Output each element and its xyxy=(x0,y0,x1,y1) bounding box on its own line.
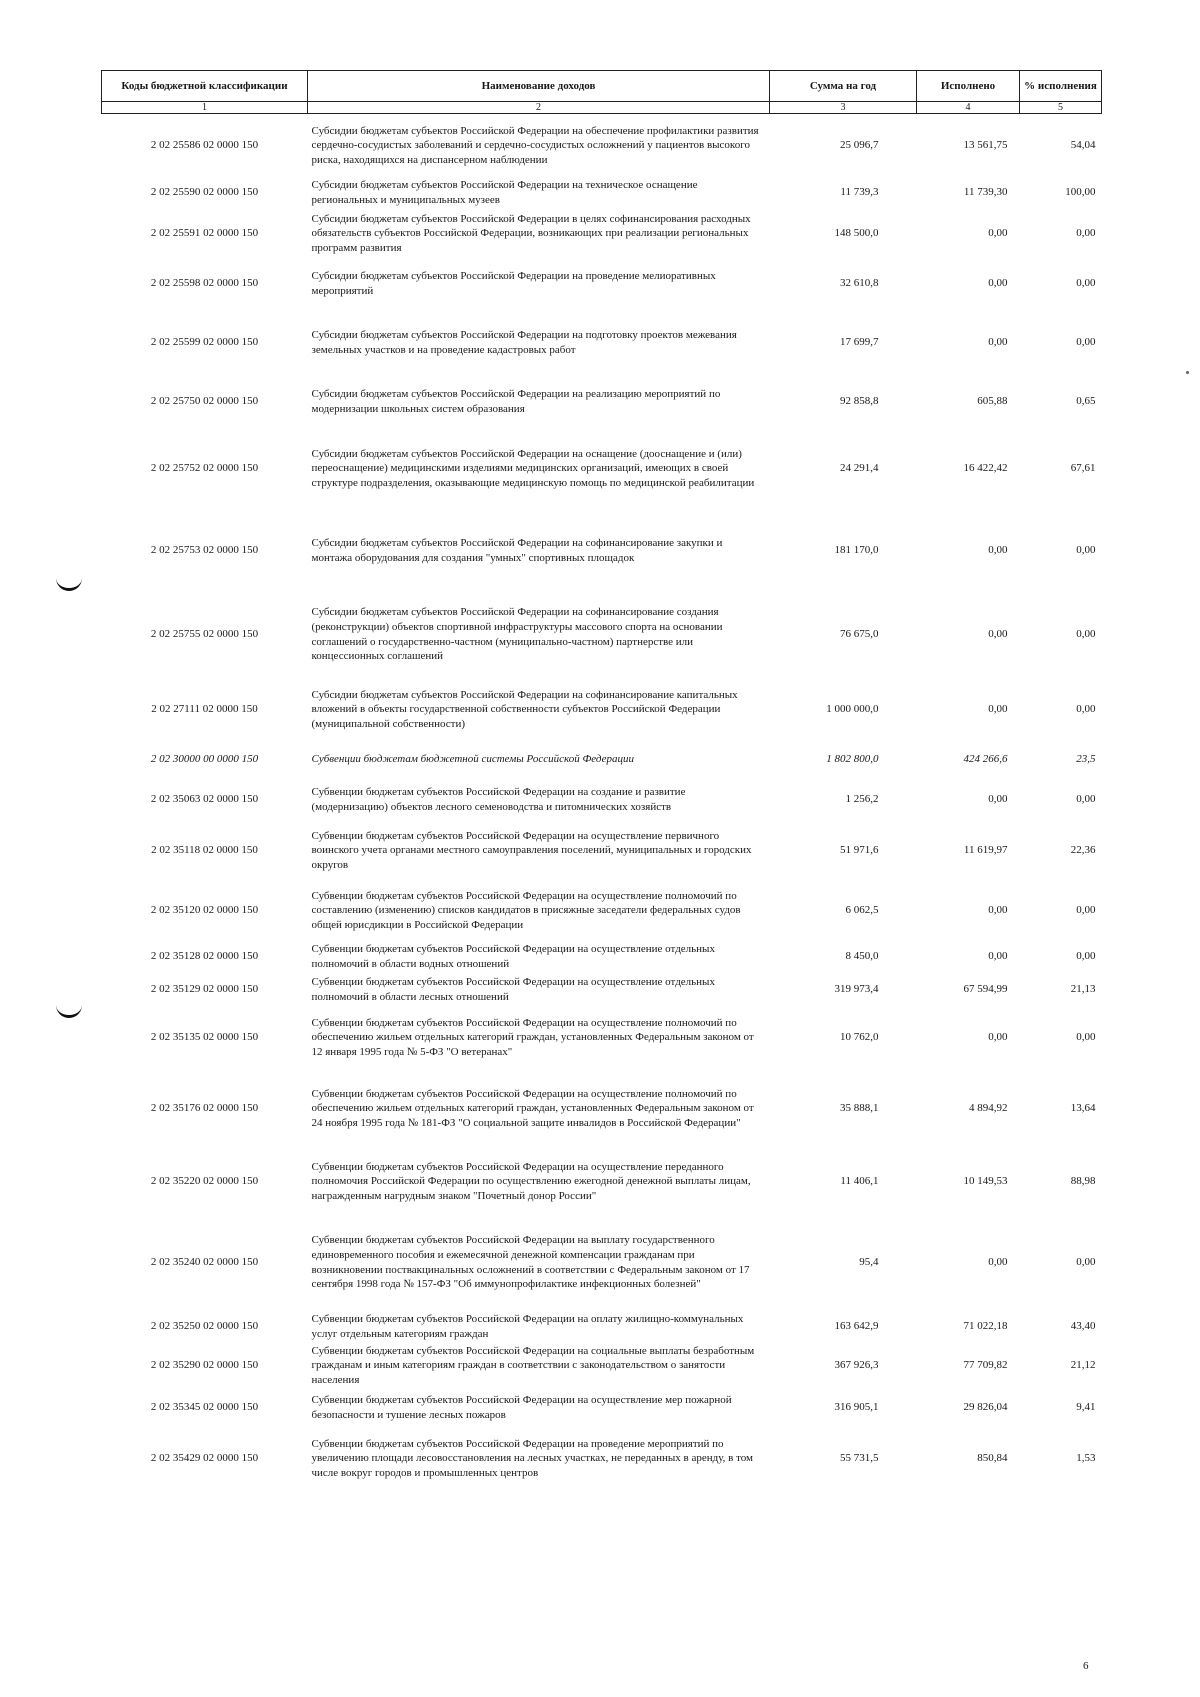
annual-amount-cell: 92 858,8 xyxy=(840,395,879,408)
execution-percent-cell: 0,00 xyxy=(1076,544,1096,557)
budget-code-cell: 2 02 35345 02 0000 150 xyxy=(150,1401,259,1414)
execution-percent-cell: 22,36 xyxy=(1070,844,1096,857)
annual-amount-cell: 17 699,7 xyxy=(840,336,879,349)
table-row xyxy=(102,512,1102,590)
revenue-name-cell: Субсидии бюджетам субъектов Российской Федерации на реализацию мероприятий по модернизации школьных систем образования xyxy=(311,387,721,415)
execution-percent-cell: 0,65 xyxy=(1076,395,1096,408)
executed-amount-cell: 11 739,30 xyxy=(963,186,1008,199)
table-row xyxy=(102,378,1102,426)
column-number-1: 1 xyxy=(102,102,308,114)
table-row xyxy=(102,308,1102,378)
budget-code-cell: 2 02 35220 02 0000 150 xyxy=(150,1175,259,1188)
execution-percent-cell: 1,53 xyxy=(1076,1452,1096,1465)
execution-percent-cell: 21,12 xyxy=(1070,1359,1096,1372)
executed-amount-cell: 605,88 xyxy=(977,395,1008,408)
budget-code-cell: 2 02 27111 02 0000 150 xyxy=(151,703,258,716)
table-row xyxy=(102,1070,1102,1148)
revenue-name-cell: Субвенции бюджетам субъектов Российской Федерации на проведение мероприятий по увеличению площади лесовосстановления на лесных участках, не переданных в аренду, в том числе вокруг городов и промышленных центров xyxy=(311,1437,754,1479)
revenue-name-cell: Субвенции бюджетам субъектов Российской Федерации на осуществление отдельных полномочий в области лесных отношений xyxy=(311,975,715,1003)
executed-amount-cell: 4 894,92 xyxy=(969,1102,1008,1115)
table-header xyxy=(102,71,1102,114)
executed-amount-cell: 0,00 xyxy=(988,336,1008,349)
table-row xyxy=(102,780,1102,820)
budget-code-cell: 2 02 25591 02 0000 150 xyxy=(150,227,259,240)
annual-amount-cell: 1 256,2 xyxy=(845,793,879,806)
table-row xyxy=(102,114,1102,178)
table-row xyxy=(102,208,1102,260)
annual-amount-cell: 6 062,5 xyxy=(845,904,879,917)
execution-percent-cell: 0,00 xyxy=(1076,336,1096,349)
table-row xyxy=(102,1344,1102,1388)
annual-amount-cell: 1 000 000,0 xyxy=(826,703,879,716)
executed-amount-cell: 10 149,53 xyxy=(963,1175,1008,1188)
revenue-name-cell: Субсидии бюджетам субъектов Российской Федерации на софинансирование закупки и монтажа оборудования для создания "умных" спортивных площадок xyxy=(311,536,723,564)
annual-amount-cell: 24 291,4 xyxy=(840,462,879,475)
table-row xyxy=(102,680,1102,740)
annual-amount-cell: 55 731,5 xyxy=(840,1452,879,1465)
annual-amount-cell: 35 888,1 xyxy=(840,1102,879,1115)
revenue-name-cell: Субвенции бюджетам субъектов Российской Федерации на создание и развитие (модернизацию) объектов лесного семеноводства и питомнических хозяйств xyxy=(311,785,686,813)
revenue-name-cell: Субвенции бюджетам субъектов Российской Федерации на осуществление переданного полномочия Российской Федерации по осуществлению ежегодной денежной выплаты лицам, награжденным нагрудным знаком "Почетный донор России" xyxy=(311,1160,751,1202)
page-number: 6 xyxy=(1083,1660,1089,1672)
executed-amount-cell: 13 561,75 xyxy=(963,139,1008,152)
annual-amount-cell: 319 973,4 xyxy=(834,983,879,996)
execution-percent-cell: 54,04 xyxy=(1070,139,1096,152)
table-row xyxy=(102,178,1102,208)
table-row xyxy=(102,740,1102,780)
annual-amount-cell: 316 905,1 xyxy=(834,1401,879,1414)
execution-percent-cell: 13,64 xyxy=(1070,1102,1096,1115)
executed-amount-cell: 67 594,99 xyxy=(963,983,1008,996)
execution-percent-cell: 0,00 xyxy=(1076,1256,1096,1269)
table-row xyxy=(102,820,1102,882)
table-body xyxy=(102,114,1102,1490)
revenue-name-cell: Субвенции бюджетам субъектов Российской Федерации на осуществление мер пожарной безопасности и тушение лесных пожаров xyxy=(311,1393,732,1421)
budget-code-cell: 2 02 35129 02 0000 150 xyxy=(150,983,259,996)
executed-amount-cell: 424 266,6 xyxy=(963,753,1008,766)
revenue-name-cell: Субвенции бюджетам бюджетной системы Российской Федерации xyxy=(311,753,634,766)
budget-code-cell: 2 02 35176 02 0000 150 xyxy=(150,1102,259,1115)
execution-percent-cell: 0,00 xyxy=(1076,793,1096,806)
execution-percent-cell: 43,40 xyxy=(1070,1320,1096,1333)
executed-amount-cell: 0,00 xyxy=(988,227,1008,240)
table-row xyxy=(102,1428,1102,1490)
table-row xyxy=(102,1216,1102,1310)
revenue-name-cell: Субвенции бюджетам субъектов Российской Федерации на осуществление полномочий по обеспечению жильем отдельных категорий граждан, установленных Федеральным законом от 24 ноября 1995 года № 181-ФЗ "О социальной защите инвалидов в Российской Федерации" xyxy=(311,1087,754,1129)
annual-amount-cell: 367 926,3 xyxy=(834,1359,879,1372)
budget-code-cell: 2 02 25750 02 0000 150 xyxy=(150,395,259,408)
budget-code-cell: 2 02 35135 02 0000 150 xyxy=(150,1031,259,1044)
revenue-name-cell: Субвенции бюджетам субъектов Российской Федерации на оплату жилищно-коммунальных услуг отдельным категориям граждан xyxy=(311,1312,744,1340)
executed-amount-cell: 0,00 xyxy=(988,703,1008,716)
execution-percent-cell: 0,00 xyxy=(1076,950,1096,963)
table-row xyxy=(102,1006,1102,1070)
revenue-name-cell: Субсидии бюджетам субъектов Российской Федерации на обеспечение профилактики развития сердечно-сосудистых заболеваний и сердечно-сосудистых осложнений у пациентов высокого риска, находящихся на диспансерном наблюдении xyxy=(311,124,759,167)
executed-amount-cell: 850,84 xyxy=(977,1452,1008,1465)
execution-percent-cell: 67,61 xyxy=(1070,462,1096,475)
scan-artifact-mark xyxy=(56,578,82,591)
execution-percent-cell: 0,00 xyxy=(1076,1031,1096,1044)
budget-code-cell: 2 02 35429 02 0000 150 xyxy=(150,1452,259,1465)
budget-code-cell: 2 02 25586 02 0000 150 xyxy=(150,139,259,152)
revenue-name-cell: Субсидии бюджетам субъектов Российской Федерации на подготовку проектов межевания земельных участков и на проведение кадастровых работ xyxy=(311,328,737,356)
executed-amount-cell: 0,00 xyxy=(988,544,1008,557)
execution-percent-cell: 0,00 xyxy=(1076,703,1096,716)
scan-artifact-mark xyxy=(56,1005,82,1018)
table-row xyxy=(102,426,1102,512)
annual-amount-cell: 11 739,3 xyxy=(840,186,879,199)
budget-code-cell: 2 02 25752 02 0000 150 xyxy=(150,462,259,475)
annual-amount-cell: 25 096,7 xyxy=(840,139,879,152)
budget-code-cell: 2 02 25753 02 0000 150 xyxy=(150,544,259,557)
column-number-2: 2 xyxy=(308,102,770,114)
budget-code-cell: 2 02 35063 02 0000 150 xyxy=(150,793,259,806)
budget-revenue-table xyxy=(101,70,1102,1490)
execution-percent-cell: 0,00 xyxy=(1076,904,1096,917)
executed-amount-cell: 0,00 xyxy=(988,793,1008,806)
revenue-name-cell: Субсидии бюджетам субъектов Российской Федерации на оснащение (дооснащение и (или) переоснащение) медицинскими изделиями медицинских организаций, имеющих в своей структуре подразделения, оказывающие медицинскую помощь по медицинской реабилитации xyxy=(311,447,755,489)
revenue-name-cell: Субсидии бюджетам субъектов Российской Федерации в целях софинансирования расходных обязательств субъектов Российской Федерации, возникающих при реализации региональных программ развития xyxy=(311,212,751,254)
budget-code-cell: 2 02 35240 02 0000 150 xyxy=(150,1256,259,1269)
table-row xyxy=(102,882,1102,940)
revenue-name-cell: Субвенции бюджетам субъектов Российской Федерации на осуществление полномочий по обеспечению жильем отдельных категорий граждан, установленных Федеральным законом от 12 января 1995 года № 5-ФЗ "О ветеранах" xyxy=(311,1016,754,1058)
execution-percent-cell: 100,00 xyxy=(1065,186,1096,199)
table-row xyxy=(102,940,1102,974)
executed-amount-cell: 11 619,97 xyxy=(963,844,1008,857)
table-row xyxy=(102,974,1102,1006)
budget-code-cell: 2 02 35250 02 0000 150 xyxy=(150,1320,259,1333)
table-row xyxy=(102,1388,1102,1428)
execution-percent-cell: 21,13 xyxy=(1070,983,1096,996)
header-executed: Исполнено xyxy=(917,71,1020,102)
header-budget-codes: Коды бюджетной классификации xyxy=(102,71,308,102)
revenue-name-cell: Субсидии бюджетам субъектов Российской Федерации на проведение мелиоративных мероприятий xyxy=(311,269,716,297)
column-number-5: 5 xyxy=(1020,102,1102,114)
header-revenue-name: Наименование доходов xyxy=(308,71,770,102)
budget-code-cell: 2 02 25598 02 0000 150 xyxy=(150,277,259,290)
annual-amount-cell: 1 802 800,0 xyxy=(826,753,879,766)
table-row xyxy=(102,1310,1102,1344)
executed-amount-cell: 0,00 xyxy=(988,950,1008,963)
annual-amount-cell: 51 971,6 xyxy=(840,844,879,857)
executed-amount-cell: 29 826,04 xyxy=(963,1401,1008,1414)
budget-code-cell: 2 02 35118 02 0000 150 xyxy=(151,844,258,857)
execution-percent-cell: 9,41 xyxy=(1076,1401,1096,1414)
annual-amount-cell: 95,4 xyxy=(859,1256,879,1269)
revenue-name-cell: Субсидии бюджетам субъектов Российской Федерации на софинансирование создания (реконструкции) объектов спортивной инфраструктуры массового спорта на основании соглашений о государственно-частном (муниципально-частном) партнерстве или концессионных соглашений xyxy=(311,606,723,663)
revenue-name-cell: Субвенции бюджетам субъектов Российской Федерации на выплату государственного единовременного пособия и ежемесячной денежной компенсации гражданам при возникновении поствакцинальных осложнений в соответствии с Федеральным законом от 17 сентября 1998 года № 157-ФЗ "Об иммунопрофилактике инфекционных болезней" xyxy=(311,1234,750,1291)
budget-code-cell: 2 02 35128 02 0000 150 xyxy=(150,950,259,963)
column-number-4: 4 xyxy=(917,102,1020,114)
budget-code-cell: 2 02 35290 02 0000 150 xyxy=(150,1359,259,1372)
budget-code-cell: 2 02 25590 02 0000 150 xyxy=(150,186,259,199)
annual-amount-cell: 163 642,9 xyxy=(834,1320,879,1333)
revenue-name-cell: Субсидии бюджетам субъектов Российской Федерации на техническое оснащение региональных и муниципальных музеев xyxy=(311,178,698,206)
budget-code-cell: 2 02 35120 02 0000 150 xyxy=(150,904,259,917)
revenue-name-cell: Субвенции бюджетам субъектов Российской Федерации на осуществление полномочий по составлению (изменению) списков кандидатов в присяжные заседатели федеральных судов общей юрисдикции в Российской Федерации xyxy=(311,889,741,931)
annual-amount-cell: 148 500,0 xyxy=(834,227,879,240)
annual-amount-cell: 8 450,0 xyxy=(845,950,879,963)
revenue-name-cell: Субвенции бюджетам субъектов Российской Федерации на осуществление первичного воинского учета органами местного самоуправления поселений, муниципальных и городских округов xyxy=(311,829,752,871)
header-annual-amount: Сумма на год xyxy=(770,71,917,102)
execution-percent-cell: 0,00 xyxy=(1076,277,1096,290)
executed-amount-cell: 0,00 xyxy=(988,628,1008,641)
executed-amount-cell: 0,00 xyxy=(988,1031,1008,1044)
annual-amount-cell: 32 610,8 xyxy=(840,277,879,290)
header-execution-percent: % исполнения xyxy=(1020,71,1102,102)
execution-percent-cell: 0,00 xyxy=(1076,227,1096,240)
table-row xyxy=(102,590,1102,680)
annual-amount-cell: 10 762,0 xyxy=(840,1031,879,1044)
revenue-name-cell: Субвенции бюджетам субъектов Российской Федерации на осуществление отдельных полномочий в области водных отношений xyxy=(311,942,715,970)
executed-amount-cell: 0,00 xyxy=(988,1256,1008,1269)
table-row xyxy=(102,1148,1102,1216)
execution-percent-cell: 0,00 xyxy=(1076,628,1096,641)
annual-amount-cell: 76 675,0 xyxy=(840,628,879,641)
revenue-name-cell: Субсидии бюджетам субъектов Российской Федерации на софинансирование капитальных вложений в объекты государственной собственности субъектов Российской Федерации (муниципальной собственности) xyxy=(311,688,738,730)
revenue-name-cell: Субвенции бюджетам субъектов Российской Федерации на социальные выплаты безработным гражданам и иным категориям граждан в соответствии с законодательством о занятости населения xyxy=(311,1344,755,1386)
column-number-3: 3 xyxy=(770,102,917,114)
executed-amount-cell: 77 709,82 xyxy=(963,1359,1008,1372)
executed-amount-cell: 16 422,42 xyxy=(963,462,1008,475)
budget-code-cell: 2 02 25599 02 0000 150 xyxy=(150,336,259,349)
executed-amount-cell: 71 022,18 xyxy=(963,1320,1008,1333)
annual-amount-cell: 181 170,0 xyxy=(834,544,879,557)
execution-percent-cell: 88,98 xyxy=(1070,1175,1096,1188)
execution-percent-cell: 23,5 xyxy=(1076,753,1096,766)
executed-amount-cell: 0,00 xyxy=(988,904,1008,917)
annual-amount-cell: 11 406,1 xyxy=(840,1175,879,1188)
budget-code-cell: 2 02 25755 02 0000 150 xyxy=(150,628,259,641)
budget-code-cell: 2 02 30000 00 0000 150 xyxy=(150,753,259,766)
executed-amount-cell: 0,00 xyxy=(988,277,1008,290)
table-row xyxy=(102,260,1102,308)
scan-artifact-dot xyxy=(1186,371,1189,374)
